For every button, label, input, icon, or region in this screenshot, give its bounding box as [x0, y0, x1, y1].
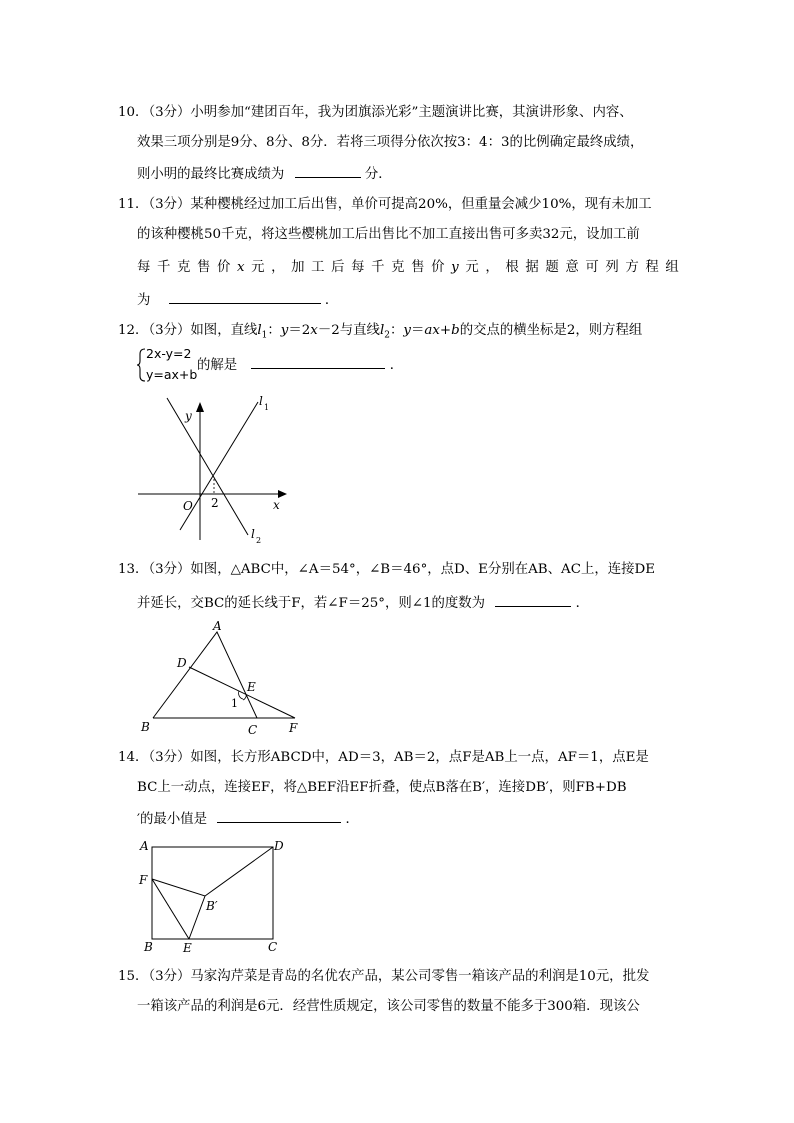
q11-line-3-char: ， — [485, 260, 499, 275]
q11-line-4-end: ． — [324, 293, 339, 308]
q12-line-2-text: 的解是 — [197, 358, 238, 373]
q13-answer-blank — [495, 593, 571, 607]
q11-line-4-text: 为 — [137, 293, 151, 308]
q13-line-1: 13．（3分）如图，△ABC中，∠A＝54°，∠B＝46°，点D、E分别在AB、AC上，连接DE — [118, 562, 656, 577]
q11-line-3-char: 元 — [465, 260, 479, 275]
q12-l2: l — [379, 323, 385, 338]
q13-label-B: B — [141, 720, 150, 734]
q11-line-3-char: 每 — [137, 260, 151, 275]
q14-line-3 — [137, 809, 359, 829]
q14-rectangle — [152, 847, 273, 939]
q11-line-3-char: 加 — [291, 260, 305, 275]
q14-line-3-end: ． — [345, 812, 359, 827]
q14-folded-segments — [152, 847, 273, 896]
q12-l2-sub: 2 — [384, 330, 390, 341]
q11-line-3-char: 列 — [605, 260, 619, 275]
q12-system-eq-2: y=ax+b — [146, 367, 198, 382]
q12-eq1-x: x — [310, 323, 318, 338]
q12-eq1-y: y — [280, 323, 289, 338]
q13-label-E: E — [247, 680, 256, 694]
q11-line-3-char: 每 — [351, 260, 365, 275]
q13-label-C: C — [248, 723, 258, 737]
q11-line-3-char: 元 — [251, 260, 265, 275]
q12-figure — [130, 390, 300, 555]
q12-line-l2 — [167, 398, 248, 535]
q13-label-A: A — [213, 619, 222, 633]
q13-label-1: 1 — [231, 697, 238, 710]
q10-line-3-end: 分． — [364, 167, 392, 182]
q11-line-3-char: 工 — [311, 260, 325, 275]
q12-l1-label: l — [259, 394, 263, 408]
q11-line-3-char: 据 — [525, 260, 539, 275]
q11-line-3-char: 后 — [331, 260, 345, 275]
q11-line-3-char: 程 — [645, 260, 659, 275]
q13-label-D: D — [177, 656, 187, 670]
q11-line-3-char: 组 — [665, 260, 679, 275]
q12-text-a: 12．（3分）如图，直线 — [118, 323, 258, 338]
q11-line-3-char: 售 — [411, 260, 425, 275]
q12-eq2-y: y — [403, 323, 411, 338]
q12-l1: l — [257, 323, 262, 338]
q12-l1-sub: 1 — [261, 330, 268, 341]
q11-line-3-char: 题 — [545, 260, 559, 275]
q11-answer-blank — [169, 290, 321, 304]
q14-answer-blank — [217, 809, 341, 823]
q11-line-3-char: 售 — [197, 260, 211, 275]
q11-line-3-char: 克 — [391, 260, 405, 275]
q14-line-2: BC上一动点，连接EF，将△BEF沿EF折叠，使点B落在B′，连接DB′，则FB+DB — [137, 780, 627, 795]
q11-line-4 — [137, 290, 338, 310]
q14-line-EBp — [189, 896, 205, 939]
q10-line-3-text: 则小明的最终比赛成绩为 — [137, 167, 285, 182]
q13-label-F: F — [289, 721, 298, 735]
q14-label-A: A — [140, 839, 149, 853]
q11-line-2: 的该种樱桃50千克，将这些樱桃加工后出售比不加工直接出售可多卖32元，设加工前 — [137, 227, 640, 242]
q12-eq2-b: b — [451, 323, 460, 338]
q13-line-2 — [137, 593, 589, 613]
q15-line-1: 15．（3分）马家沟芹菜是青岛的名优农产品，某公司零售一箱该产品的利润是10元，批发 — [118, 969, 650, 984]
q14-label-C: C — [268, 940, 278, 954]
q13-line-2-text: 并延长，交BC的延长线于F，若∠F＝25°，则∠1的度数为 — [137, 596, 486, 611]
q15-line-2: 一箱该产品的利润是6元．经营性质规定，该公司零售的数量不能多于300箱．现该公 — [137, 999, 640, 1014]
q11-line-3-char: 价 — [217, 260, 231, 275]
q11-line-3-char: 方 — [625, 260, 639, 275]
q11-line-3-char: 千 — [157, 260, 171, 275]
q11-line-3-char: ， — [271, 260, 285, 275]
q14-figure — [138, 835, 298, 957]
q13-line-DF — [189, 667, 295, 718]
q12-text-e: ： — [389, 323, 404, 338]
q12-l1-sub-label: 1 — [264, 403, 270, 412]
q12-two-label: 2 — [211, 496, 219, 510]
q14-label-F: F — [139, 873, 148, 887]
q12-l2-sub-label: 2 — [256, 536, 262, 545]
q11-line-3-char: 意 — [565, 260, 579, 275]
q14-label-Bp: B′ — [206, 899, 218, 913]
q12-eq2-ax: ax — [424, 323, 440, 338]
q12-line-2-end: ． — [389, 358, 404, 373]
q12-line-1 — [118, 322, 642, 345]
q12-y-axis-arrow — [196, 402, 204, 412]
q12-l2-label: l — [251, 527, 255, 541]
q12-x-label: x — [273, 498, 280, 512]
q11-line-3-char: y — [451, 260, 459, 275]
q11-line-1: 11．（3分）某种樱桃经过加工后出售，单价可提高20%，但重量会减少10%，现有未加工 — [118, 197, 652, 212]
q10-line-2: 效果三项分别是9分、8分、8分．若将三项得分依次按3：4：3的比例确定最终成绩， — [137, 135, 644, 150]
q12-x-axis-arrow — [278, 490, 287, 498]
q10-line-3 — [137, 164, 392, 184]
q12-text-f: ＝ — [410, 323, 425, 338]
q12-text-h: 的交点的横坐标是2，则方程组 — [459, 323, 643, 338]
q11-line-3-char: x — [237, 260, 245, 275]
q12-system-eq-1: 2x-y=2 — [146, 346, 192, 361]
q12-text-g: + — [439, 323, 452, 338]
q12-text-d: －2与直线 — [317, 323, 380, 338]
q13-figure — [135, 618, 315, 740]
q12-answer-blank — [251, 355, 385, 369]
q12-origin-label: O — [183, 499, 193, 513]
q10-line-1: 10．（3分）小明参加“建团百年，我为团旗添光彩”主题演讲比赛，其演讲形象、内容、 — [118, 105, 633, 120]
q14-label-D: D — [274, 839, 284, 853]
q11-line-3 — [137, 259, 679, 277]
q14-label-B: B — [144, 940, 153, 954]
q10-answer-blank — [295, 164, 361, 178]
q11-line-3-char: 可 — [585, 260, 599, 275]
q14-line-FE — [152, 879, 189, 939]
q12-text-c: ＝2 — [288, 323, 311, 338]
q14-line-1: 14．（3分）如图，长方形ABCD中，AD＝3，AB＝2，点F是AB上一点，AF＝1，点E是 — [118, 750, 649, 765]
q12-text-b: ： — [267, 323, 281, 338]
q11-line-3-char: 千 — [371, 260, 385, 275]
q12-y-label: y — [185, 409, 192, 423]
q14-label-E: E — [183, 941, 192, 955]
q12-line-2 — [197, 355, 403, 375]
q11-line-3-char: 价 — [431, 260, 445, 275]
q13-line-2-end: ． — [575, 596, 589, 611]
q11-line-3-char: 克 — [177, 260, 191, 275]
q14-line-3-text: ′的最小值是 — [137, 812, 207, 827]
q11-line-3-char: 根 — [505, 260, 519, 275]
